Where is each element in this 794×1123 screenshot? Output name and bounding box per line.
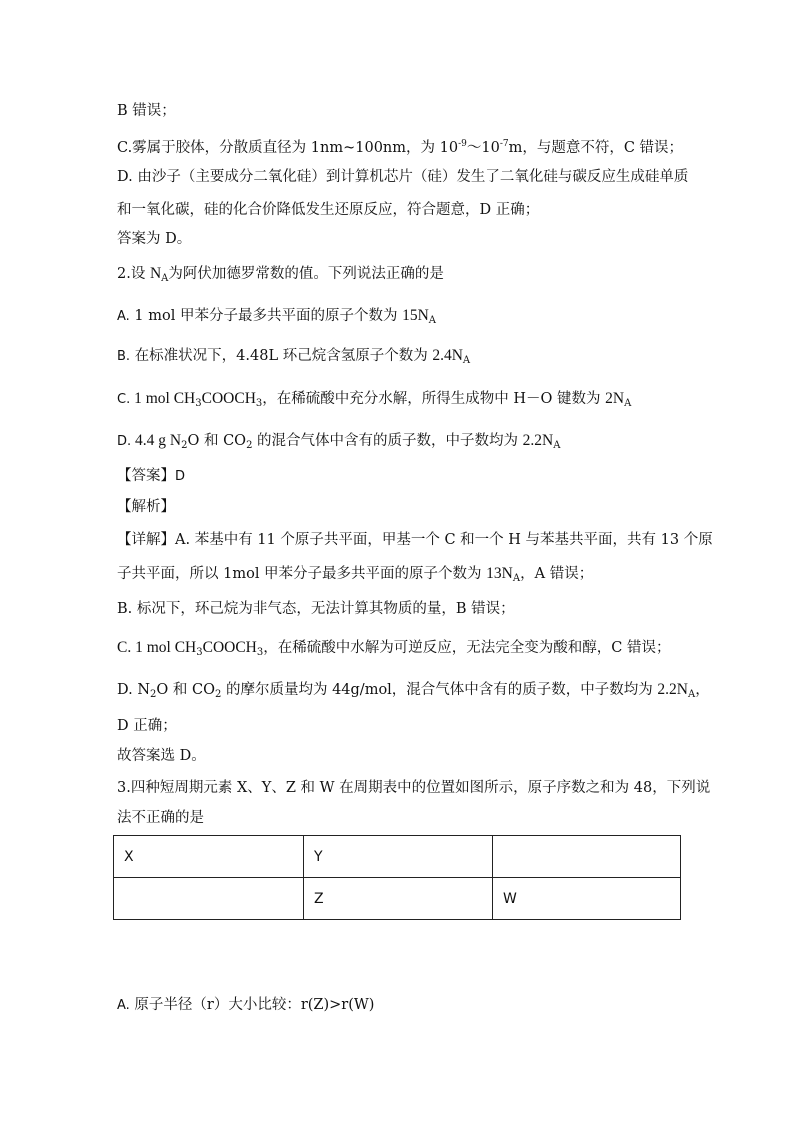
option-label: B. xyxy=(117,349,131,364)
option-label: A. xyxy=(117,309,130,324)
periodic-table-fragment xyxy=(113,835,681,920)
text-span: C.雾属于胶体，分散质直径为 1nm~100nm，为 10 xyxy=(117,140,459,156)
subscript: 3 xyxy=(256,647,264,658)
text-span: O 和 CO xyxy=(187,433,247,449)
option-a xyxy=(117,995,374,1016)
text-span: 的混合气体中含有的质子数，中子数均为 xyxy=(252,433,523,449)
text-span: ～10 xyxy=(466,140,500,156)
text-line xyxy=(117,134,683,158)
text-line: B 错误； xyxy=(117,103,176,119)
text-span: 为阿伏加德罗常数的值。下列说法正确的是 xyxy=(168,266,444,282)
explanation-line: B. 标况下，环己烷为非气态，无法计算其物质的量，B 错误； xyxy=(117,601,515,617)
text-span: O 和 CO xyxy=(156,682,215,698)
math-value: 13N xyxy=(486,565,513,582)
option-a xyxy=(117,306,436,331)
explanation-line xyxy=(117,530,713,550)
analysis-tag: 【解析】 xyxy=(117,499,175,515)
math-symbol: N xyxy=(149,265,162,282)
subscript: A xyxy=(553,440,561,451)
formula: COOCH xyxy=(201,390,256,407)
answer-line xyxy=(117,466,185,487)
subscript: A xyxy=(512,573,521,584)
text-line: D. 由沙子（主要成分二氧化硅）到计算机芯片（硅）发生了二氧化硅与碳反应生成硅单质 xyxy=(117,169,689,185)
option-label: A. xyxy=(117,998,130,1013)
subscript: A xyxy=(161,273,169,284)
math-value: 2.2N xyxy=(657,681,688,698)
text-span: m，与题意不符，C 错误； xyxy=(508,140,684,156)
text-span: 2.设 xyxy=(117,266,150,282)
formula: C. 1 mol CH xyxy=(117,639,197,656)
text-span: 子共平面，所以 1mol 甲苯分子最多共平面的原子个数为 xyxy=(117,566,487,582)
subscript: A xyxy=(428,315,437,326)
subscript: 3 xyxy=(255,398,263,409)
text-span: ，A 错误； xyxy=(520,566,594,582)
table-cell: X xyxy=(114,836,304,878)
option-c xyxy=(117,389,631,414)
table-cell: Y xyxy=(304,836,493,878)
text-line: 答案为 D。 xyxy=(117,231,192,247)
option-label: C. xyxy=(117,392,131,407)
text-line: 和一氧化碳，硅的化合价降低发生还原反应，符合题意，D 正确； xyxy=(117,202,540,218)
detail-tag: 【详解】 xyxy=(117,532,175,548)
explanation-line xyxy=(117,564,593,589)
table-cell: Z xyxy=(304,878,493,920)
subscript: 2 xyxy=(181,440,188,451)
superscript: -7 xyxy=(499,139,509,149)
subscript: A xyxy=(688,689,696,700)
explanation-line: D 正确； xyxy=(117,718,177,734)
table-cell xyxy=(114,878,304,920)
subscript: 3 xyxy=(196,647,203,658)
text-span: ， xyxy=(695,682,710,698)
subscript: 3 xyxy=(195,398,202,409)
explanation-line: 故答案选 D。 xyxy=(117,748,206,764)
table-cell xyxy=(493,836,681,878)
superscript: -9 xyxy=(458,139,467,149)
math-value: 2.2N xyxy=(522,432,554,449)
table-row xyxy=(114,836,681,878)
math-value: 2N xyxy=(605,390,625,407)
text-span: ，在稀硫酸中充分水解，所得生成物中 H－O 键数为 xyxy=(262,391,606,407)
option-b xyxy=(117,346,470,371)
formula: 4.4 g N xyxy=(131,432,182,449)
math-value: 15N xyxy=(402,307,429,324)
explanation-line xyxy=(117,638,670,663)
subscript: 2 xyxy=(246,440,253,451)
text-span: 1 mol 甲苯分子最多共平面的原子个数为 xyxy=(129,308,403,324)
subscript: A xyxy=(624,398,632,409)
answer-value: D xyxy=(175,469,186,484)
formula: D. N xyxy=(117,682,151,698)
text-span: 原子半径（r）大小比较：r(Z)>r(W) xyxy=(129,997,375,1013)
table-cell: W xyxy=(493,878,681,920)
subscript: 2 xyxy=(150,689,157,700)
text-span: 的摩尔质量均为 44g/mol，混合气体中含有的质子数，中子数均为 xyxy=(221,682,658,698)
text-span: ，在稀硫酸中水解为可逆反应，无法完全变为酸和醇，C 错误； xyxy=(263,640,671,656)
math-value: 2.4N xyxy=(432,347,463,364)
text-span: 在标准状况下，4.48L 环己烷含氢原子个数为 xyxy=(130,348,433,364)
answer-tag: 【答案】 xyxy=(117,468,175,484)
subscript: 2 xyxy=(214,689,222,700)
explanation-line xyxy=(117,680,710,705)
formula: 1 mol CH xyxy=(130,390,196,407)
subscript: A xyxy=(462,355,471,366)
option-label: D. xyxy=(117,434,132,449)
option-d xyxy=(117,431,560,456)
question-stem: 法不正确的是 xyxy=(117,810,204,826)
question-stem: 3.四种短周期元素 X、Y、Z 和 W 在周期表中的位置如图所示，原子序数之和为 48，下列说 xyxy=(117,780,711,796)
table-row xyxy=(114,878,681,920)
formula: COOCH xyxy=(202,639,257,656)
question-stem xyxy=(117,264,444,289)
text-span: A. 苯基中有 11 个原子共平面，甲基一个 C 和一个 H 与苯基共平面，共有 13 个原 xyxy=(175,532,713,548)
